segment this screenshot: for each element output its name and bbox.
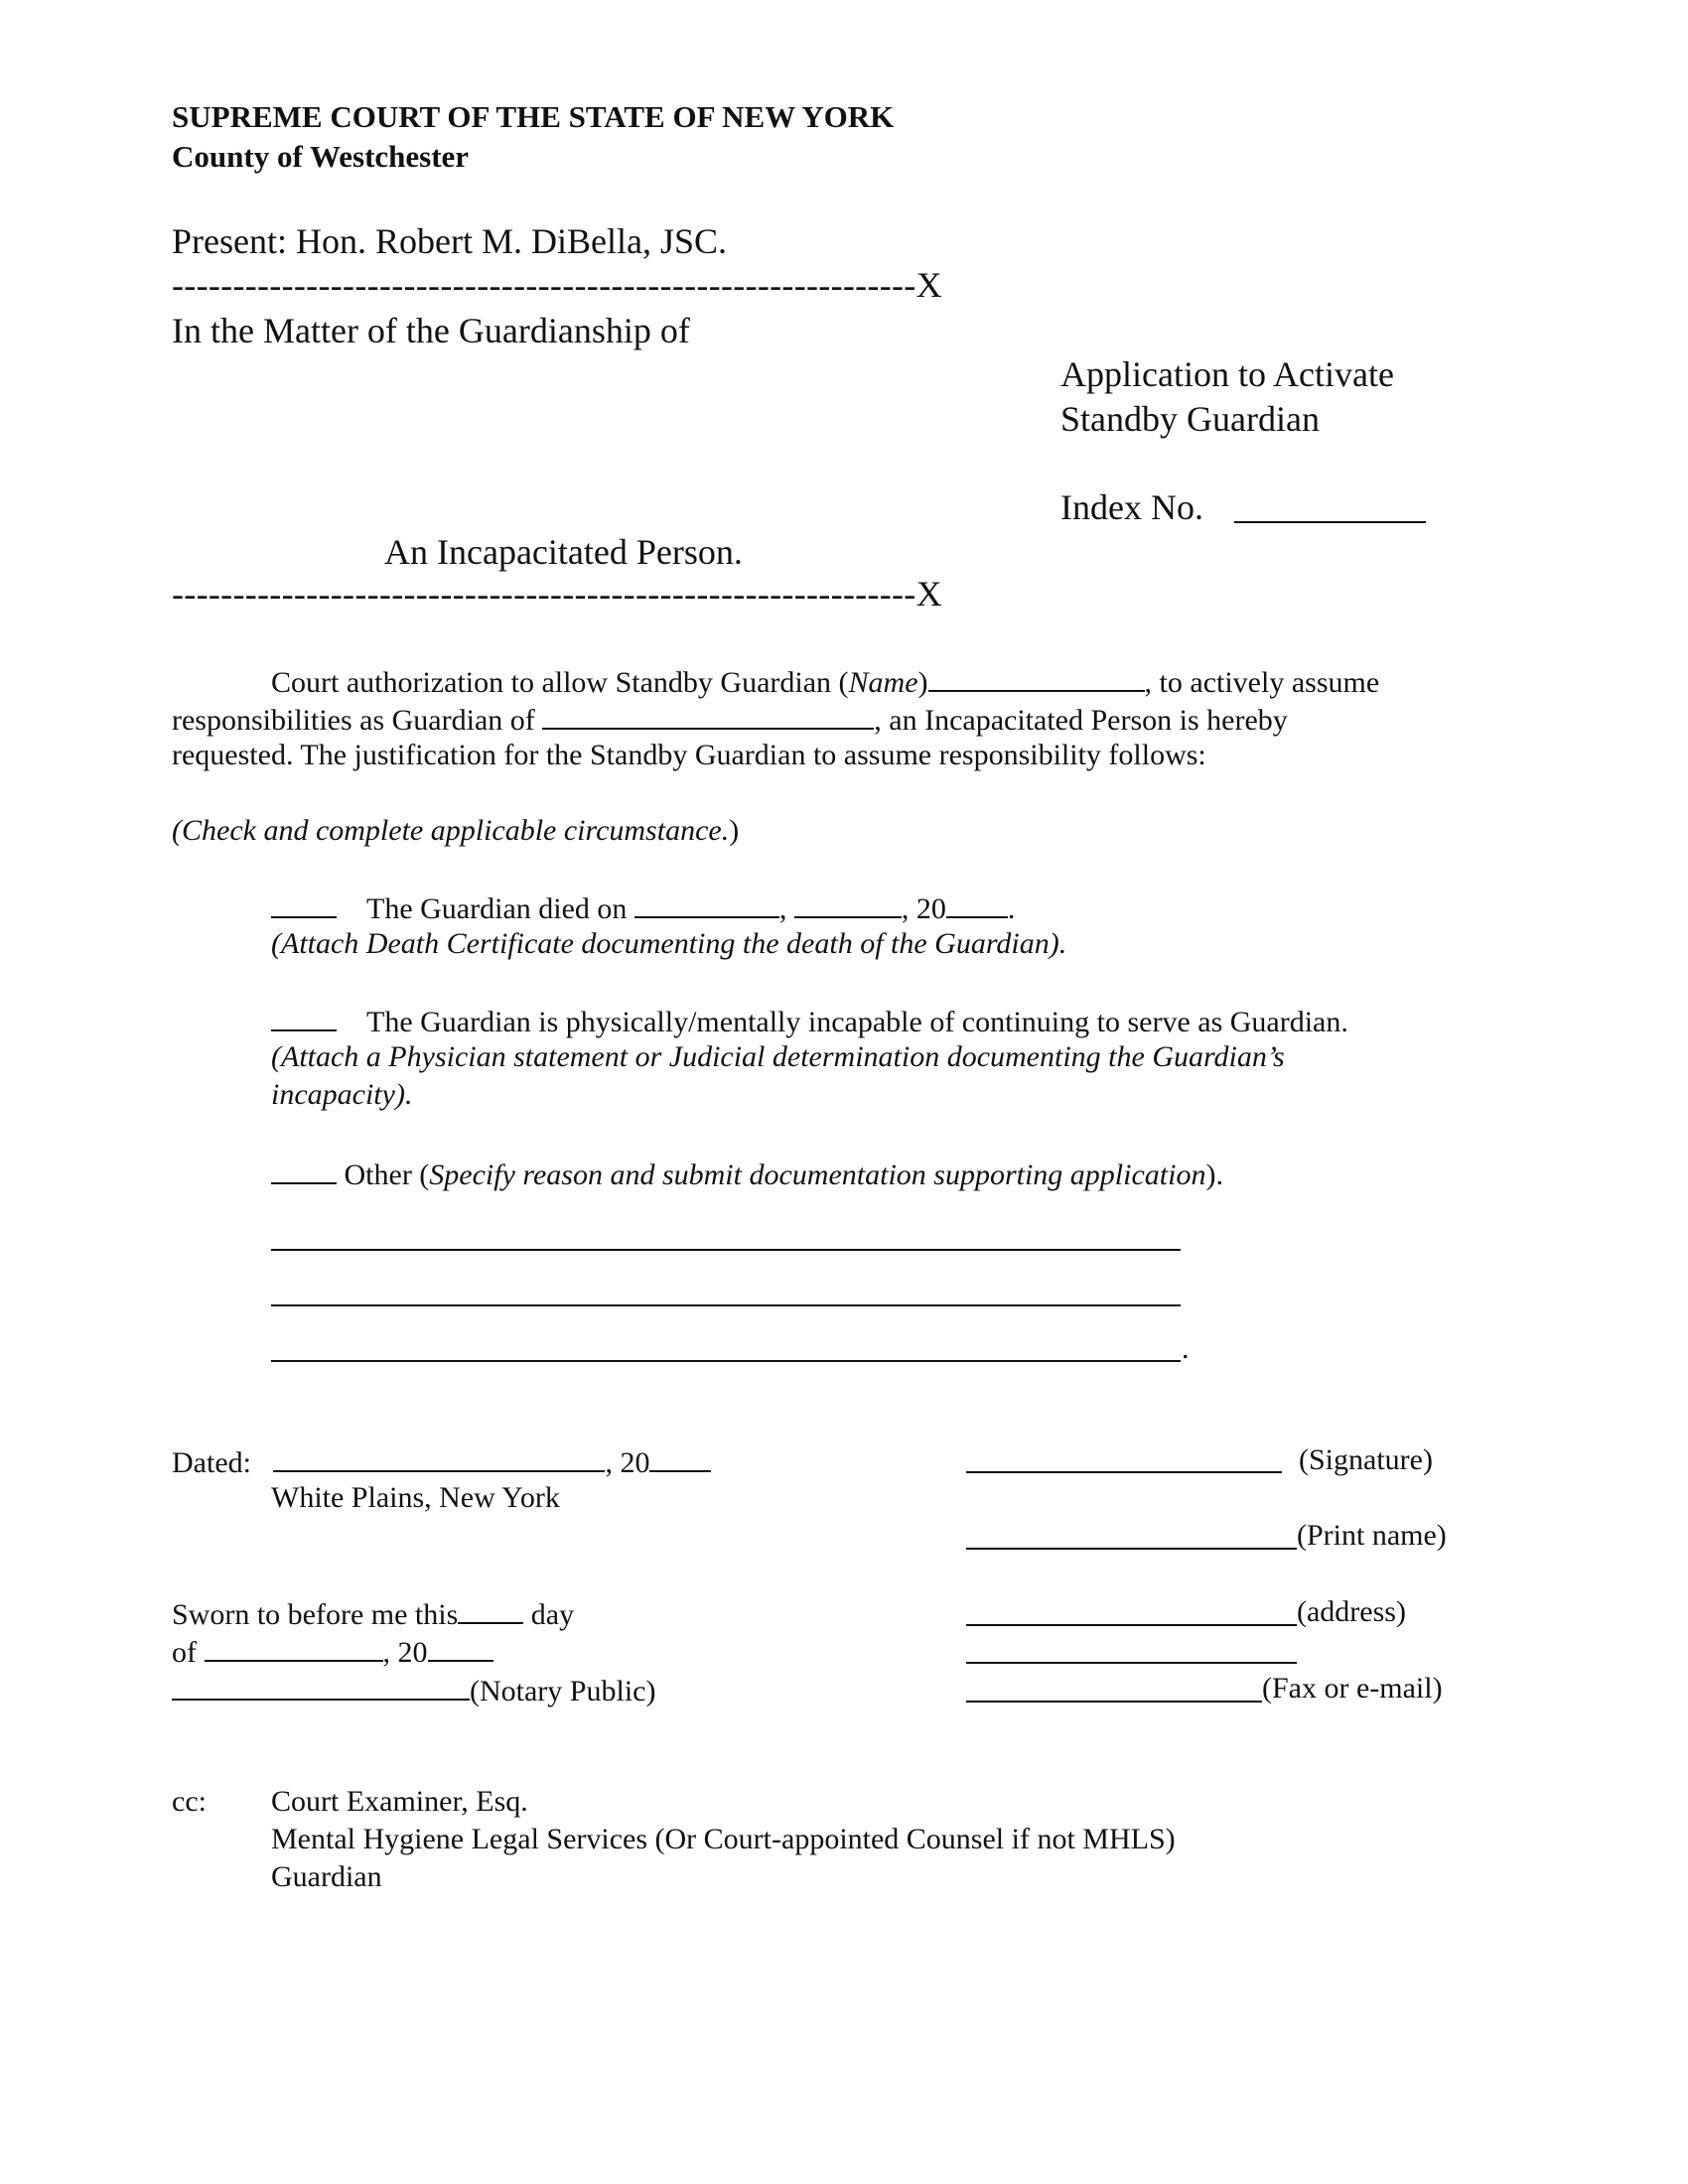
- incapable-text: The Guardian is physically/mentally incapable of continuing to serve as Guardian.: [366, 1006, 1348, 1038]
- sworn-day-label: day: [530, 1598, 575, 1631]
- incapable-checkbox-blank[interactable]: [271, 1003, 337, 1031]
- fax-email-label: (Fax or e-mail): [1262, 1672, 1443, 1705]
- incapacitated-text: , an Incapacitated Person is hereby: [874, 704, 1288, 737]
- other-reason-line-1[interactable]: [271, 1249, 1181, 1251]
- matter-line: In the Matter of the Guardianship of: [172, 311, 690, 350]
- sworn-line: [172, 1595, 574, 1632]
- signature-label: (Signature): [1299, 1443, 1433, 1476]
- instruction-close: ): [729, 814, 740, 847]
- name-hint: Name: [848, 666, 918, 699]
- print-name-label: (Print name): [1297, 1519, 1447, 1552]
- responsibilities-text: responsibilities as Guardian of: [172, 704, 535, 737]
- died-year-field[interactable]: [946, 889, 1008, 918]
- other-instruction: Specify reason and submit documentation supporting application: [429, 1159, 1206, 1191]
- application-title-line1: Application to Activate: [1060, 354, 1394, 394]
- cc-label: cc:: [172, 1785, 207, 1818]
- county-name: County of Westchester: [172, 139, 470, 174]
- court-name: SUPREME COURT OF THE STATE OF NEW YORK: [172, 99, 895, 134]
- sworn-day-field[interactable]: [458, 1595, 523, 1624]
- incapacitated-label: An Incapacitated Person.: [384, 532, 743, 572]
- dated-year-prefix: , 20: [605, 1446, 650, 1479]
- index-number-label: Index No.: [1060, 487, 1203, 527]
- dated-year-field[interactable]: [649, 1443, 711, 1472]
- option-incapable-line: [271, 1003, 1348, 1039]
- cc-recipient: Mental Hygiene Legal Services (Or Court-appointed Counsel if not MHLS): [271, 1823, 1176, 1855]
- dated-date-field[interactable]: [273, 1443, 605, 1472]
- instruction-text: (Check and complete applicable circumstance.: [172, 814, 730, 847]
- other-reason-line-2[interactable]: [271, 1304, 1181, 1306]
- sworn-year-field[interactable]: [428, 1633, 493, 1662]
- died-period: .: [1007, 892, 1016, 925]
- sworn-of-line: [172, 1633, 493, 1670]
- other-reason-line-3[interactable]: [271, 1360, 1181, 1362]
- other-text: Other (: [344, 1159, 430, 1191]
- fax-email-field[interactable]: [966, 1701, 1262, 1703]
- died-year-prefix: , 20: [901, 892, 946, 925]
- died-comma: ,: [778, 892, 787, 925]
- incapable-note-1: (Attach a Physician statement or Judicial determination documenting the Guardian’s: [271, 1040, 1285, 1073]
- caption-divider-top: -------------------------------------------------------------X: [172, 265, 942, 305]
- died-text: The Guardian died on: [366, 892, 628, 925]
- sworn-year-prefix: , 20: [382, 1636, 428, 1669]
- died-checkbox-blank[interactable]: [271, 889, 337, 918]
- application-title-line2: Standby Guardian: [1060, 399, 1320, 439]
- print-name-field[interactable]: [966, 1548, 1297, 1550]
- instruction-line: [172, 814, 739, 848]
- died-month-field[interactable]: [634, 889, 779, 918]
- died-day-field[interactable]: [794, 889, 902, 918]
- dated-line: [172, 1443, 711, 1480]
- notary-line: [172, 1672, 655, 1708]
- authorization-line-1: [271, 663, 1379, 700]
- authorization-text: Court authorization to allow Standby Guardian (: [271, 666, 849, 699]
- sworn-text: Sworn to before me this: [172, 1598, 459, 1631]
- other-checkbox-blank[interactable]: [271, 1156, 337, 1184]
- index-number-field[interactable]: [1234, 521, 1426, 523]
- assume-text: , to actively assume: [1144, 666, 1380, 699]
- present-judge: Present: Hon. Robert M. DiBella, JSC.: [172, 221, 727, 261]
- sworn-of-label: of: [172, 1636, 197, 1669]
- caption-divider-bottom: -------------------------------------------------------------X: [172, 574, 942, 614]
- cc-recipient: Court Examiner, Esq.: [271, 1785, 528, 1818]
- incapable-note-2: incapacity).: [271, 1078, 413, 1111]
- notary-label: (Notary Public): [470, 1675, 656, 1707]
- address-field-2[interactable]: [966, 1662, 1297, 1664]
- authorization-line-2: [172, 701, 1288, 738]
- other-close: ).: [1205, 1159, 1223, 1191]
- incapacitated-person-name-field[interactable]: [542, 701, 874, 730]
- option-died-line: [271, 889, 1015, 926]
- dated-label: Dated:: [172, 1446, 251, 1479]
- signature-field[interactable]: [966, 1471, 1282, 1473]
- other-reason-period: .: [1182, 1332, 1190, 1365]
- address-label: (address): [1297, 1595, 1406, 1628]
- dated-place: White Plains, New York: [271, 1481, 560, 1514]
- notary-signature-field[interactable]: [172, 1672, 470, 1701]
- authorization-line-3: requested. The justification for the Standby Guardian to assume responsibility follows:: [172, 739, 1206, 771]
- name-hint-close: ): [917, 666, 928, 699]
- address-field-1[interactable]: [966, 1624, 1297, 1626]
- cc-recipient: Guardian: [271, 1860, 382, 1893]
- option-other-line: [271, 1156, 1223, 1192]
- sworn-month-field[interactable]: [205, 1633, 383, 1662]
- died-note: (Attach Death Certificate documenting the death of the Guardian).: [271, 927, 1067, 960]
- standby-guardian-name-field[interactable]: [928, 663, 1145, 692]
